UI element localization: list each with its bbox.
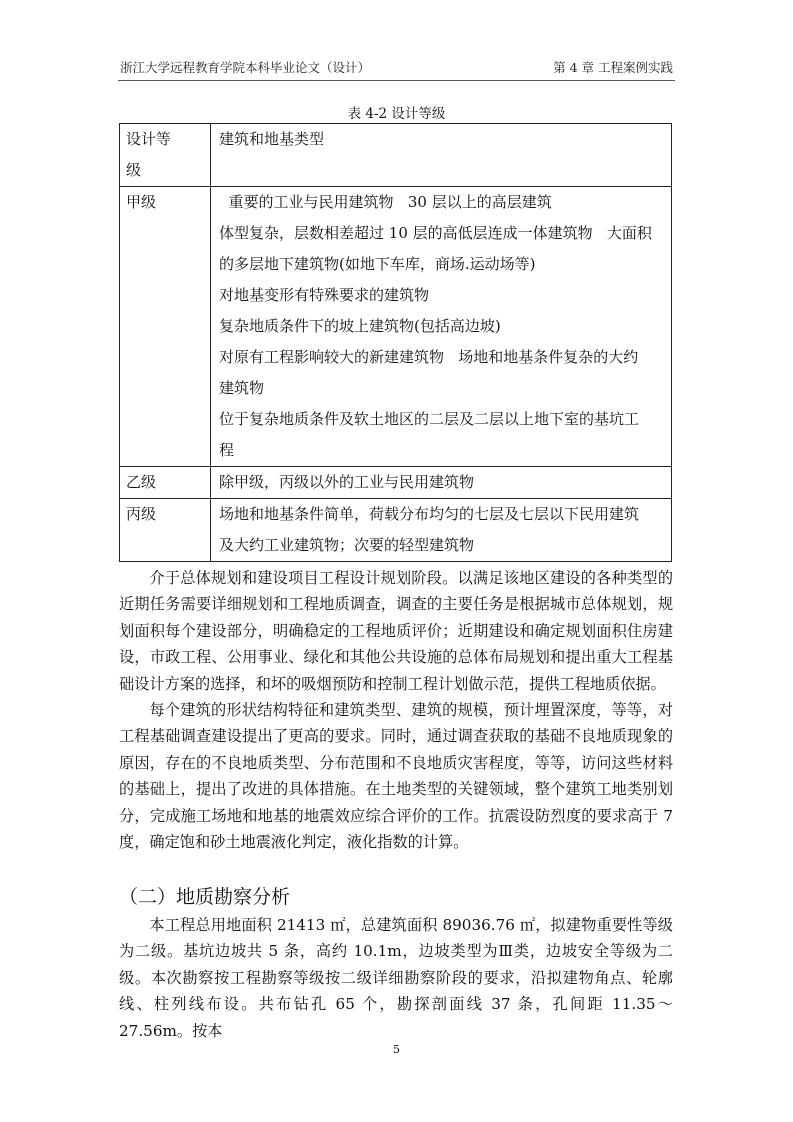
paragraph: 介于总体规划和建设项目工程设计规划阶段。以满足该地区建设的各种类型的近期任务需要详细规划和工程地质调查，调查的主要任务是根据城市总体规划，规划面积每个建设部分，明确稳定的工程地质评价；近期建设和确定规划面积住房建设，市政工程、公用事业、绿化和其他公共设施的总体布局规划和提出重大工程基础设计方案的选择，和坏的吸烟预防和控制工程计划做示范，提供工程地质依据。	[119, 569, 673, 693]
body-paragraphs	[119, 565, 673, 855]
table-row	[120, 499, 672, 562]
type-cell: 重要的工业与民用建筑物 30 层以上的高层建筑 体型复杂，层数相差超过 10 层的高低层连成一体建筑物 大面积 的多层地下建筑物(如地下车库，商场.运动场等) 对地基变形有特殊要求的建筑物 复杂地质条件下的坡上建筑物(包括高边坡) 对原有工程影响较大的新建建筑物 场地和地基条件复杂的大约 建筑物 位于复杂地质条件及软土地区的二层及二层以上地下室的基坑工 程	[211, 187, 672, 467]
table-row	[120, 467, 672, 499]
header-thesis-title: 浙江大学远程教育学院本科毕业论文（设计）	[120, 60, 371, 75]
table-row	[120, 187, 672, 467]
section-heading: （二）地质勘察分析	[119, 886, 291, 908]
page-header	[120, 58, 673, 78]
header-divider	[118, 80, 675, 81]
paragraph: 每个建筑的形状结构特征和建筑类型、建筑的规模，预计埋置深度，等等，对工程基础调查建设提出了更高的要求。同时，通过调查获取的基础不良地质现象的原因，存在的不良地质类型、分布范围和不良地质灾害程度，等等，访问这些材料的基础上，提出了改进的具体措施。在土地类型的关键领域，整个建筑工地类别划分，完成施工场地和地基的地震效应综合评价的工作。抗震设防烈度的要求高于 7 度，确定饱和砂土地震液化判定，液化指数的计算。	[119, 701, 673, 852]
page-number: 5	[393, 1043, 400, 1056]
section-body	[119, 912, 673, 1044]
type-cell: 除甲级，丙级以外的工业与民用建筑物	[211, 467, 672, 499]
header-cell-type: 建筑和地基类型	[211, 124, 672, 187]
grade-cell: 丙级	[120, 499, 211, 562]
paragraph: 本工程总用地面积 21413 ㎡，总建筑面积 89036.76 ㎡，拟建物重要性等级为二级。基坑边坡共 5 条，高约 10.1m，边坡类型为Ⅲ类，边坡安全等级为二级。本次勘察按工程勘察等级按二级详细勘察阶段的要求，沿拟建物角点、轮廓线、柱列线布设。共布钻孔 65 个，勘探剖面线 37 条，孔间距 11.35～27.56m。按本	[119, 916, 673, 1040]
header-chapter-title: 第 4 章 工程案例实践	[553, 60, 673, 75]
type-cell: 场地和地基条件简单，荷载分布均匀的七层及七层以下民用建筑 及大约工业建筑物；次要的轻型建筑物	[211, 499, 672, 562]
grade-cell: 甲级	[120, 187, 211, 467]
table-caption: 表 4-2 设计等级	[347, 106, 446, 122]
header-cell-grade: 设计等 级	[120, 124, 211, 187]
design-grade-table	[119, 123, 672, 562]
table-header-row	[120, 124, 672, 187]
grade-cell: 乙级	[120, 467, 211, 499]
